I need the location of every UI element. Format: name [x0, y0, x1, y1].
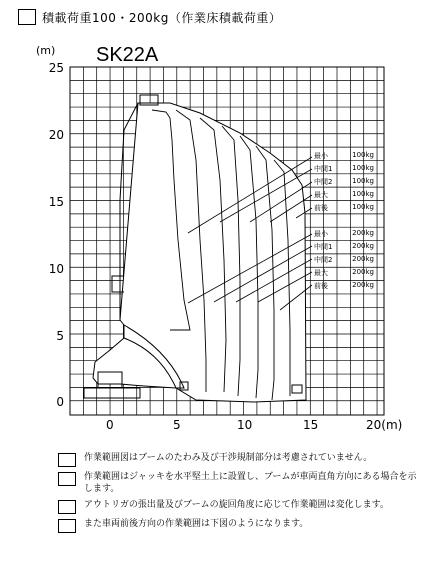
- legend-value: 200kg: [352, 281, 374, 289]
- note-item: [58, 518, 418, 533]
- legend-item-8: [314, 255, 374, 265]
- legend-label: 最大: [314, 269, 328, 277]
- y-tick-15: 15: [48, 195, 64, 209]
- legend-value: 200kg: [352, 229, 374, 237]
- legend-label: 中間1: [314, 243, 333, 251]
- legend-item-7: [314, 242, 374, 252]
- note-text: 作業範囲図はブームのたわみ及び干渉規制部分は考慮されていません。: [84, 453, 373, 463]
- y-tick-25: 25: [48, 61, 64, 75]
- legend-item-1: [314, 151, 374, 161]
- legend-value: 200kg: [352, 268, 374, 276]
- note-item: [58, 452, 418, 467]
- legend-label: 中間1: [314, 165, 333, 173]
- y-tick-10: 10: [48, 262, 64, 276]
- legend-label: 中間2: [314, 256, 333, 264]
- legend-value: 200kg: [352, 255, 374, 263]
- legend-label: 最小: [314, 152, 328, 160]
- legend-value: 100kg: [352, 203, 374, 211]
- model-name: SK22A: [96, 44, 159, 66]
- x-unit-label: 20(m): [366, 418, 403, 432]
- y-tick-0: 0: [56, 395, 64, 409]
- legend-value: 100kg: [352, 177, 374, 185]
- x-tick-10: 10: [237, 418, 253, 432]
- x-tick-5: 5: [173, 418, 181, 432]
- note-item: [58, 471, 418, 495]
- note-checkbox: [58, 453, 76, 467]
- legend-value: 100kg: [352, 190, 374, 198]
- legend-label: 中間2: [314, 178, 333, 186]
- legend-item-3: [314, 177, 374, 187]
- header-title: 積載荷重100・200kg（作業床積載荷重）: [42, 10, 282, 25]
- legend-label: 最大: [314, 191, 328, 199]
- legend-item-4: [314, 190, 374, 200]
- y-tick-20: 20: [48, 128, 64, 142]
- note-item: [58, 499, 418, 514]
- note-checkbox: [58, 472, 76, 486]
- note-checkbox: [58, 519, 76, 533]
- legend-value: 100kg: [352, 164, 374, 172]
- legend-item-6: [314, 229, 374, 239]
- x-tick-0: 0: [106, 418, 114, 432]
- legend-item-5: [314, 203, 374, 213]
- note-text: 作業範囲はジャッキを水平堅土上に設置し、ブームが車両直角方向にある場合を示します。: [84, 472, 417, 494]
- note-text: また車両前後方向の作業範囲は下図のようになります。: [84, 519, 309, 529]
- legend-item-9: [314, 268, 374, 278]
- legend-value: 200kg: [352, 242, 374, 250]
- x-tick-15: 15: [303, 418, 319, 432]
- notes: [58, 452, 418, 537]
- legend-label: 最小: [314, 230, 328, 238]
- note-checkbox: [58, 500, 76, 514]
- legend-item-2: [314, 164, 374, 174]
- note-text: アウトリガの張出量及びブームの旋回角度に応じて作業範囲は変化します。: [84, 500, 389, 510]
- y-unit-label: (m): [36, 44, 56, 57]
- y-tick-5: 5: [56, 329, 64, 343]
- legend-label: 前後: [314, 282, 328, 290]
- legend-value: 100kg: [352, 151, 374, 159]
- legend-label: 前後: [314, 204, 328, 212]
- legend-item-10: [314, 281, 374, 291]
